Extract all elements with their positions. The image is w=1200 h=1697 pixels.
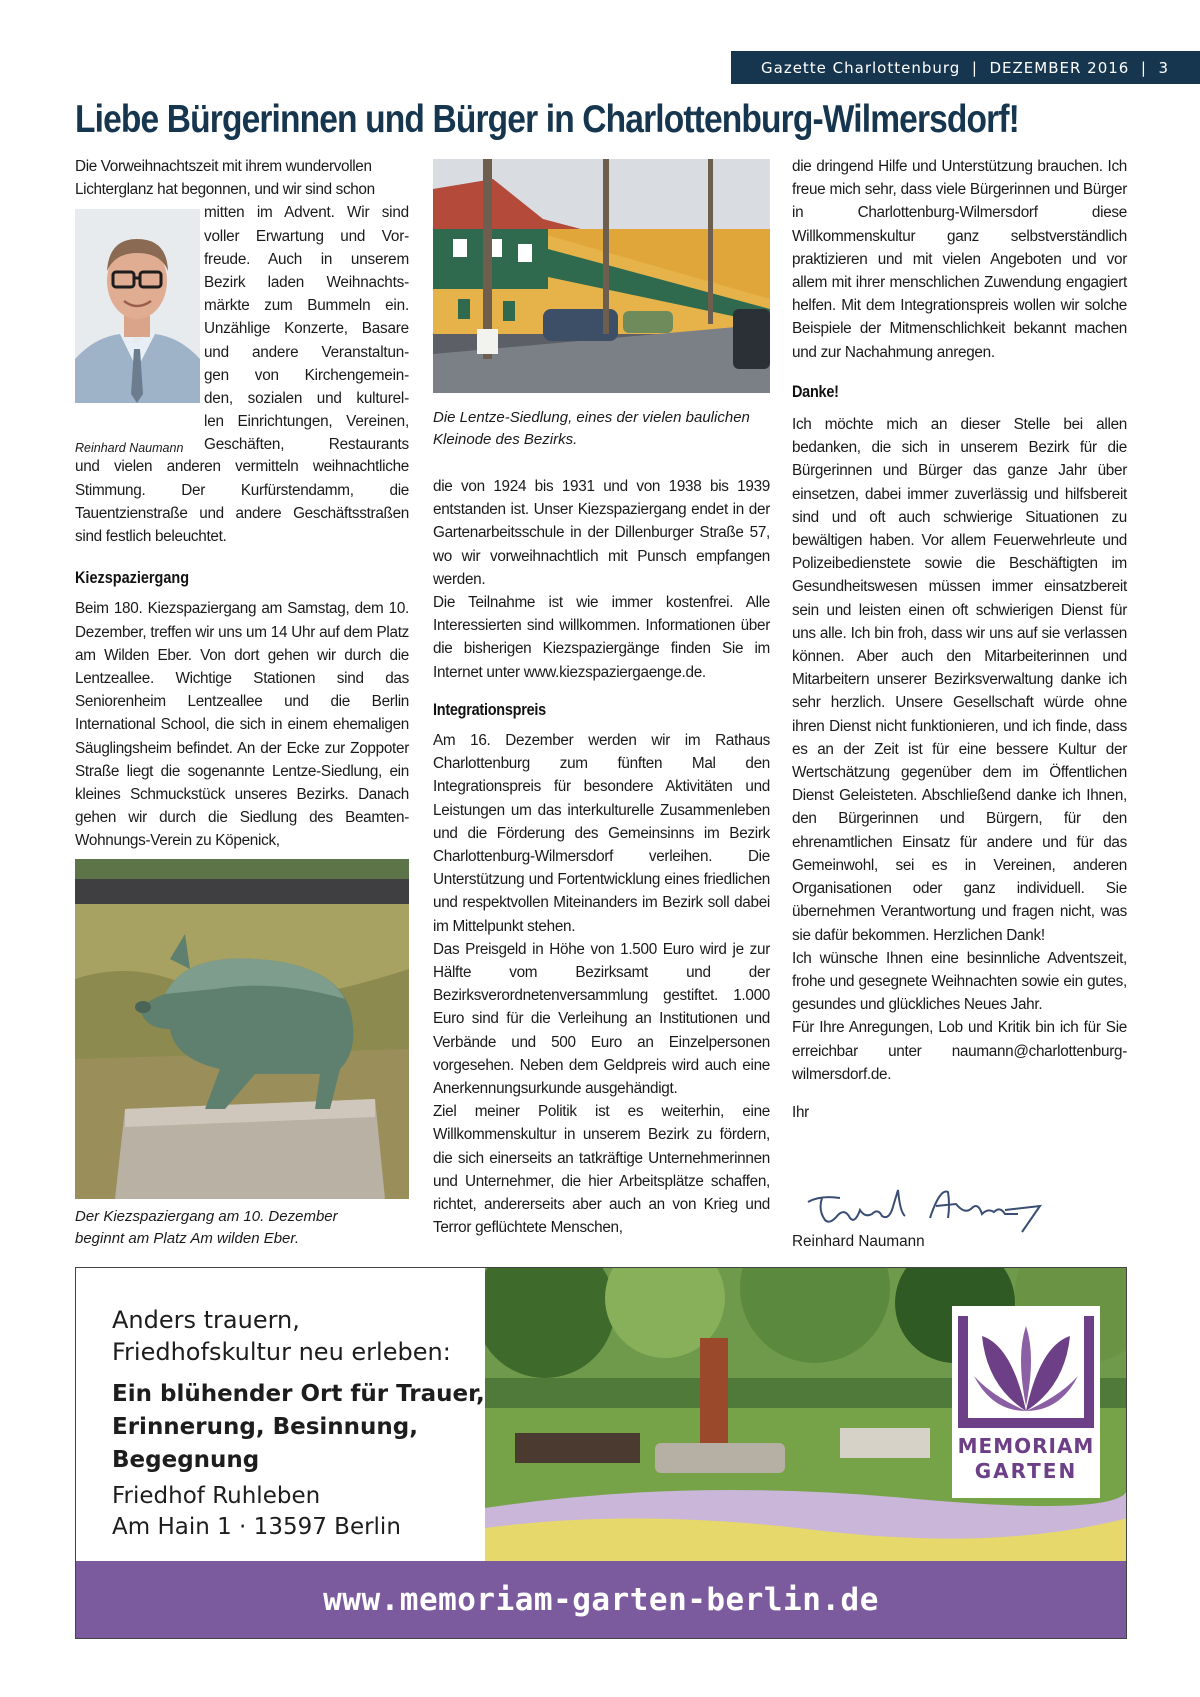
closing-word: Ihr bbox=[792, 1103, 809, 1121]
column-2 bbox=[433, 475, 770, 1240]
butterfly-logo-icon bbox=[952, 1306, 1100, 1431]
ad-intro-text: Anders trauern, Friedhofskultur neu erleben: bbox=[112, 1306, 451, 1366]
lentze-siedlung-photo bbox=[433, 159, 770, 393]
page-headline: Liebe Bürgerinnen und Bürger in Charlottenburg-Wilmersdorf! bbox=[75, 98, 1019, 141]
col3-paragraph-4: Für Ihre Anregungen, Lob und Kritik bin ich für Sie erreichbar unter naumann@charlottenburg-wilmersdorf.de. bbox=[792, 1019, 1127, 1083]
col2-paragraph-3: Am 16. Dezember werden wir im Rathaus Charlottenburg zum fünften Mal den Integrationspreis für besondere Aktivitäten und Leistungen um das interkulturelle Zusammenleben und die Förderung des Gemeinsinns im Bezirk Charlottenburg-Wilmersdorf verleihen. Die Unterstützung und Fortentwicklung eines friedlichen und respektvollen Miteinanders im Bezirk soll dabei im Mittelpunkt stehen. bbox=[433, 732, 770, 935]
ad-website-link[interactable]: www.memoriam-garten-berlin.de bbox=[76, 1561, 1126, 1638]
portrait-photo bbox=[75, 209, 200, 403]
memoriam-logo bbox=[952, 1306, 1100, 1498]
col2-paragraph-1: die von 1924 bis 1931 und von 1938 bis 1939 entstanden ist. Unser Kiezspaziergang endet in der Gartenarbeitsschule in der Dillenburger Straße 57, wo wir vorweihnachtlich mit Punsch empfangen werden. bbox=[433, 478, 770, 588]
col3-paragraph-2: Ich möchte mich an dieser Stelle bei allen bedanken, die sich in unserem Bezirk für die Bürgerinnen und Bürger das ganze Jahr über einsetzen, dabei immer zuverlässig und hilfsbereit sind und oft auch schwierige Situationen zu bewältigen haben. Vor allem Feuerwehrleute und Polizeibedienstete sowie die Beschäftigten im Gesundheitswesen müssen immer einsatzbereit sein und leisten einen oft schwierigen Dienst für uns alle. Ich bin froh, dass wir uns auf sie verlassen können. Aber auch den Mitarbeiterinnen und Mitarbeitern unserer Bezirksverwaltung danke ich sehr herzlich. Unsere Gesellschaft würde ohne ihren Dienst nicht funktionieren, und ich finde, dass es an der Zeit ist für eine bessere Kultur der Wertschätzung gegenüber dem im Öffentlichen Dienst Geleisteten. Abschließend danke ich Ihnen, den Bürgerinnen und Bürgern, für den ehrenamtlichen Einsatz für andere und für das Gemeinwohl, sei es in Vereinen, anderen Organisationen oder ganz individuell. Sie übernehmen Verantwortung und fragen nicht, was sie dafür bekommen. Herzlichen Dank! bbox=[792, 416, 1127, 944]
ad-bold-text: Ein blühender Ort für Trauer, Erinnerung, Besinnung, Begegnung bbox=[112, 1381, 485, 1473]
boar-photo-caption: Der Kiezspaziergang am 10. Dezember beginnt am Platz Am wilden Eber. bbox=[75, 1208, 338, 1247]
kiezspaziergang-body: Beim 180. Kiezspaziergang am Samstag, dem 10. Dezember, treffen wir uns um 14 Uhr auf dem Platz am Wilden Eber. Von dort gehen wir durch die Lentzeallee. Wichtige Stationen sind das Seniorenheim Lentzeallee und die Berlin International School, die sich in einem ehemaligen Säuglingsheim befindet. An der Ecke zur Zoppoter Straße liegt die sogenannte Lentze-Siedlung, ein kleines Schmuckstück unseres Bezirks. Danach gehen wir durch die Siedlung des Beamten-Wohnungs-Verein zu Köpenick, bbox=[75, 600, 409, 850]
intro-line: Die Vorweihnachtszeit mit ihrem wundervollen bbox=[75, 158, 372, 175]
col3-paragraph-1: die dringend Hilfe und Unterstützung brauchen. Ich freue mich sehr, dass viele Bürgerinnen und Bürger in Charlottenburg-Wilmersdorf diese Willkommenskultur ganz selbstverständlich praktizieren und mit vielen Angeboten und vor allem mit ihrer menschlichen Zuwendung engagiert helfen. Mit dem Integrationspreis wollen wir solche Beispiele der Mitmenschlichkeit bekannt machen und zur Nachahmung anregen. bbox=[792, 158, 1127, 361]
column-3 bbox=[792, 155, 1127, 1124]
page-header bbox=[731, 51, 1200, 84]
lentze-photo-caption: Die Lentze-Siedlung, eines der vielen baulichen Kleinode des Bezirks. bbox=[433, 409, 750, 448]
logo-wordmark-2: GARTEN bbox=[974, 1459, 1078, 1483]
header-separator-2: | bbox=[1140, 58, 1147, 77]
column-1 bbox=[75, 155, 409, 853]
intro-line: Lichterglanz hat begonnen, und wir sind schon bbox=[75, 181, 375, 199]
intro-wrap-text: mitten im Advent. Wir sind voller Erwartung und Vor- freude. Auch in unserem Bezirk laden Weihnachts- märkte zum Bummeln ein. Unzählige Konzerte, Basare und andere Veranstaltun- gen von Kirchengemein- den, sozialen und kulturel- len Einrichtungen, Vereinen, Geschäften, Restaurants bbox=[204, 204, 409, 454]
page-number: 3 bbox=[1158, 58, 1170, 77]
logo-wordmark-1: MEMORIAM bbox=[957, 1434, 1095, 1458]
boar-statue-photo bbox=[75, 859, 409, 1199]
header-separator: | bbox=[971, 58, 978, 77]
signature-image bbox=[800, 1180, 1050, 1235]
danke-heading: Danke! bbox=[792, 381, 839, 401]
col2-paragraph-5: Ziel meiner Politik ist es weiterhin, eine Willkommenskultur in unserem Bezirk zu fördern, die sich einerseits an tatkräftige Unternehmerinnen und Unternehmer, die hier Arbeitsplätze schaffen, richtet, andererseits aber auch an von Krieg und Terror geflüchtete Menschen, bbox=[433, 1103, 770, 1237]
portrait-caption: Reinhard Naumann bbox=[75, 441, 184, 456]
intro-paragraph-end: und vielen anderen vermitteln weihnachtliche Stimmung. Der Kurfürstendamm, die Tauentzienstraße und andere Geschäftsstraßen sind festlich beleuchtet. bbox=[75, 458, 409, 546]
portrait-image bbox=[75, 209, 200, 403]
col3-paragraph-3: Ich wünsche Ihnen eine besinnliche Adventszeit, frohe und gesegnete Weihnachten sowie ein gutes, gesundes und glückliches Neues Jahr. bbox=[792, 949, 1127, 1014]
ad-address: Friedhof Ruhleben Am Hain 1 · 13597 Berlin bbox=[112, 1483, 401, 1540]
col2-paragraph-2: Die Teilnahme ist wie immer kostenfrei. Alle Interessierten sind willkommen. Informationen über die bisherigen Kiezspaziergänge finden Sie im Internet unter www.kiezspaziergaenge.de. bbox=[433, 594, 770, 681]
issue-date: DEZEMBER 2016 bbox=[989, 58, 1130, 77]
integrationspreis-heading: Integrationspreis bbox=[433, 699, 546, 719]
memoriam-garten-advert bbox=[75, 1267, 1127, 1639]
col2-paragraph-4: Das Preisgeld in Höhe von 1.500 Euro wird je zur Hälfte vom Bezirksamt und der Bezirksverordnetenversammlung gestiftet. 1.000 Euro sind für die Verleihung an Institutionen und Verbände und 500 Euro an Einzelpersonen vorgesehen. Neben dem Geldpreis wird auch eine Anerkennungsurkunde ausgehändigt. bbox=[433, 940, 770, 1098]
publication-name: Gazette Charlottenburg bbox=[761, 58, 961, 77]
kiezspaziergang-heading: Kiezspaziergang bbox=[75, 568, 190, 588]
lentze-siedlung-image bbox=[433, 159, 770, 393]
boar-statue-image bbox=[75, 859, 409, 1199]
signature-name: Reinhard Naumann bbox=[792, 1233, 925, 1250]
